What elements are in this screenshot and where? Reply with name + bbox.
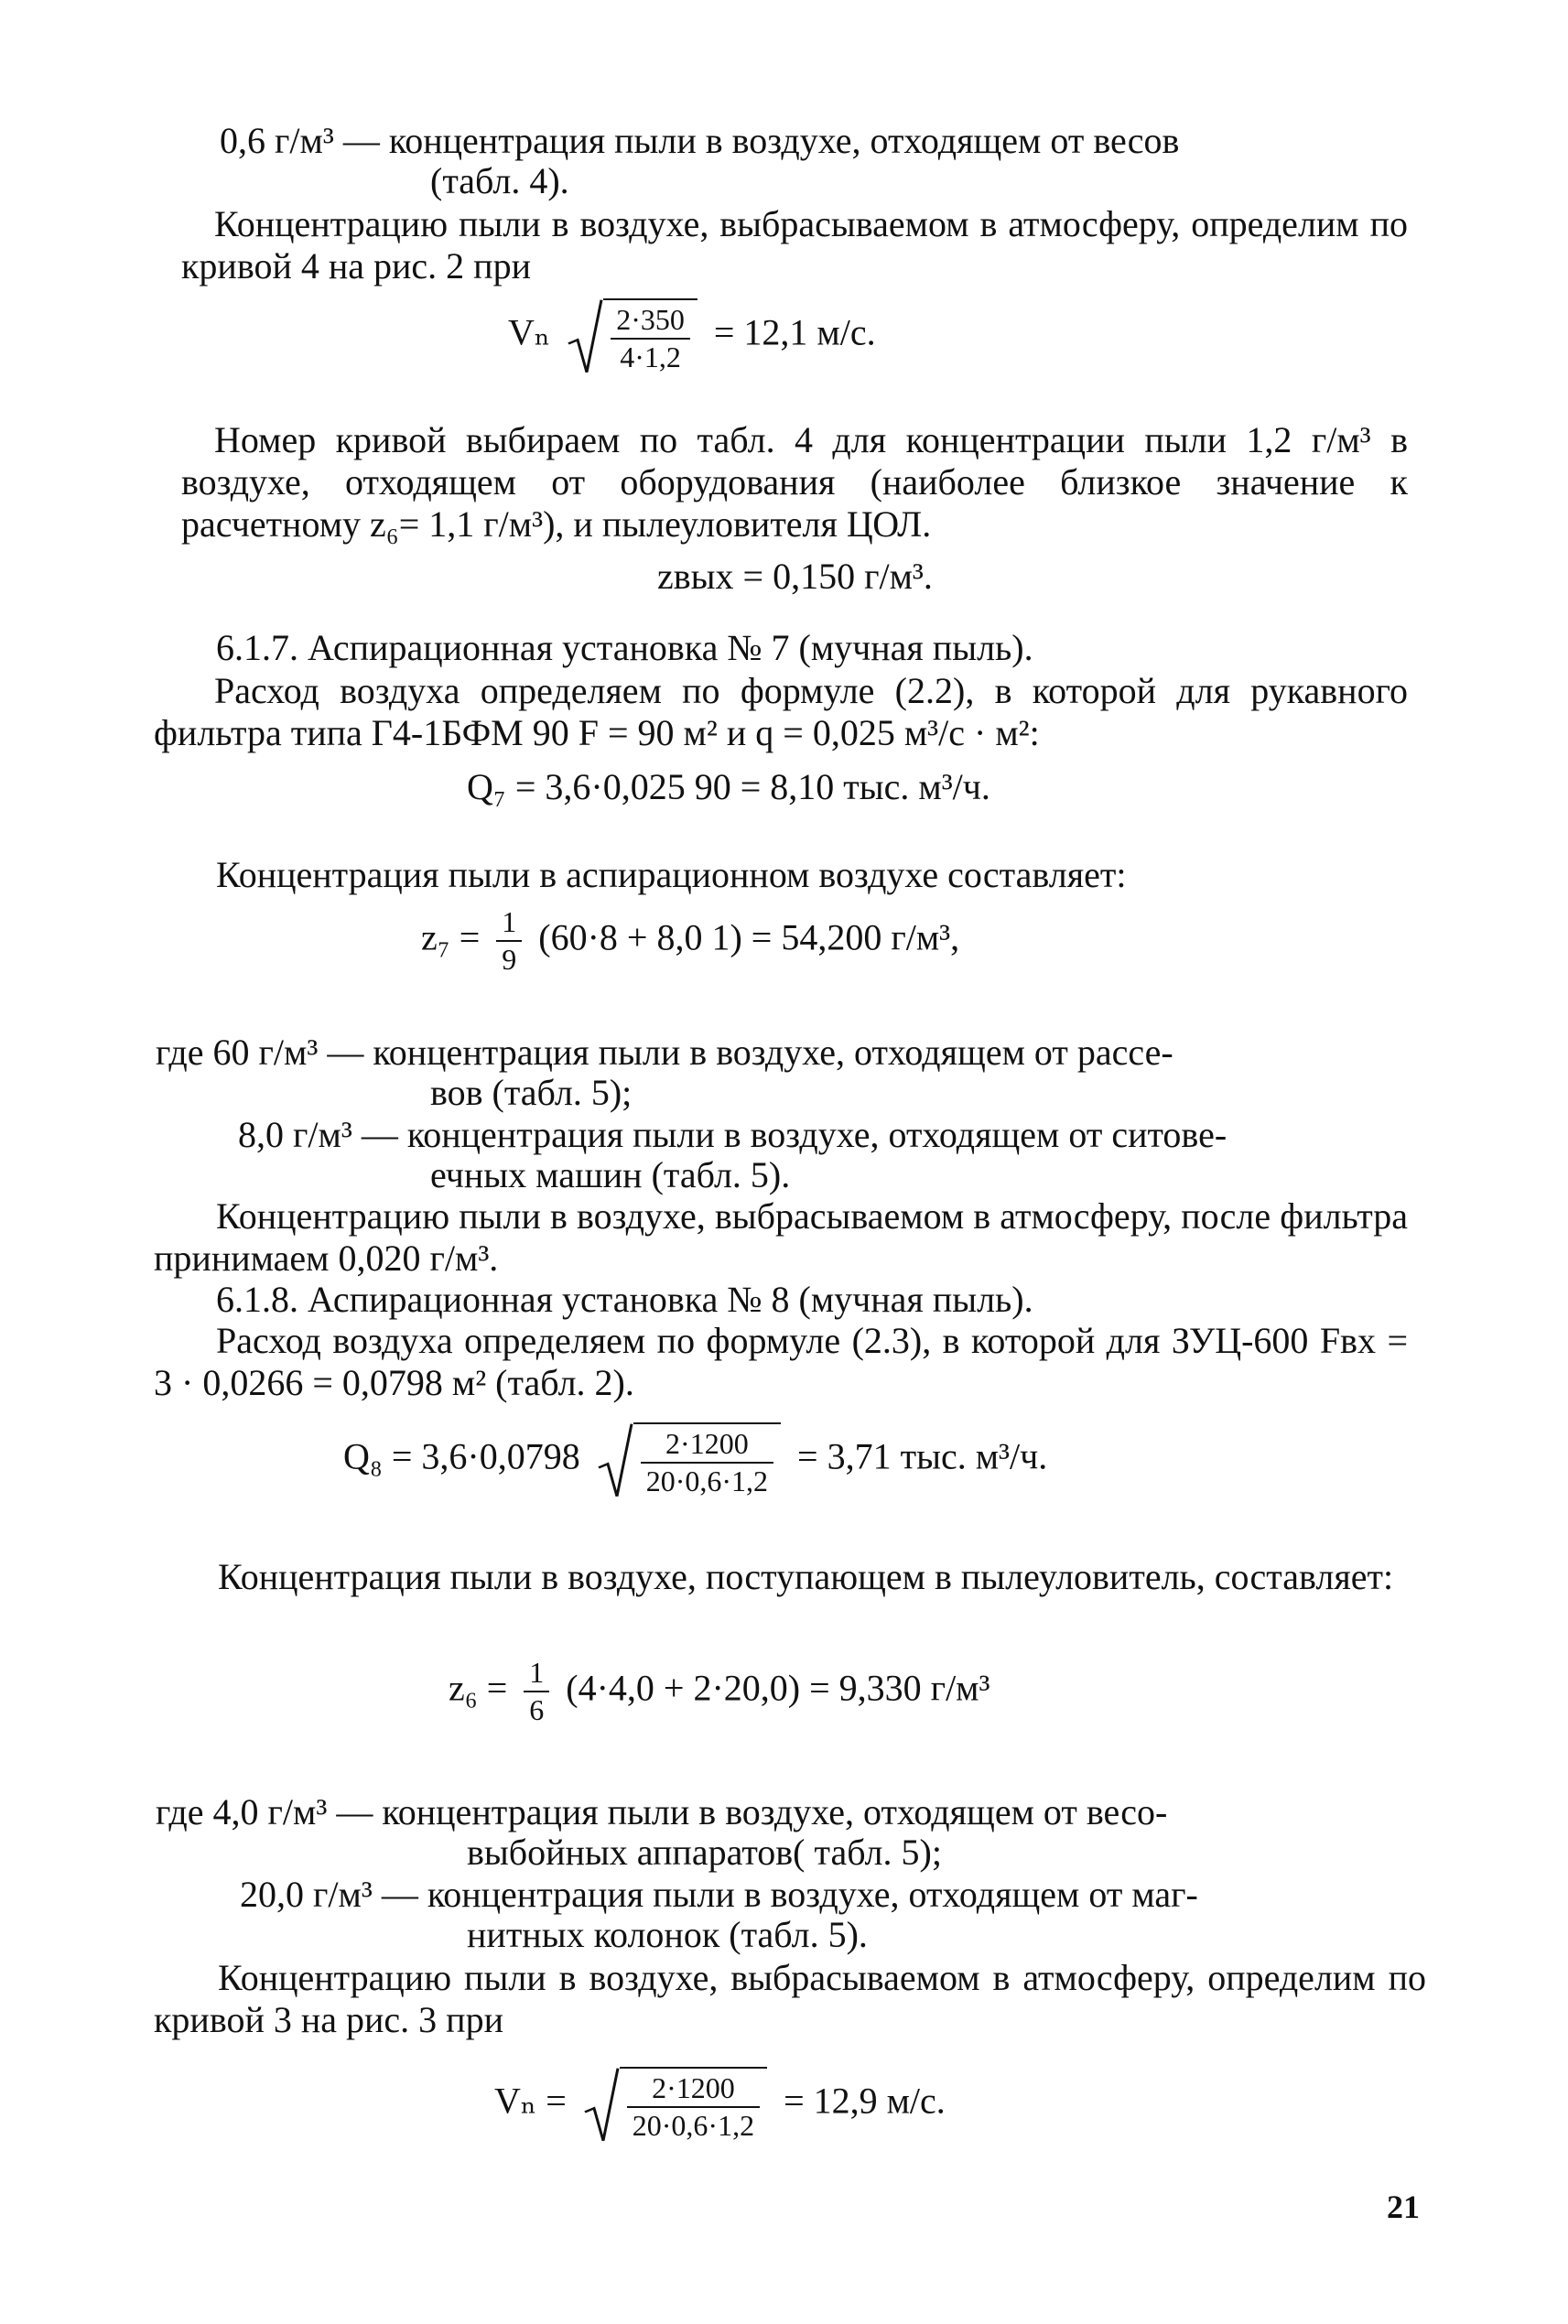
paragraph: Концентрацию пыли в воздухе, выбрасываемом в атмосферу, после фильтра принимаем 0,020 г/м³.	[154, 1195, 1408, 1279]
formula-velocity-1	[508, 298, 876, 373]
fraction-denominator: 9	[502, 943, 517, 977]
paragraph: Концентрацию пыли в воздухе, выбрасываемом в атмосферу, определим по кривой 4 на рис. 2 при	[181, 203, 1408, 286]
fraction-denominator: 20·0,6·1,2	[645, 1465, 769, 1498]
radical	[597, 1422, 781, 1497]
fraction-denominator: 20·0,6·1,2	[632, 2109, 755, 2143]
formula-rhs: (60·8 + 8,0 1) = 54,200 г/м³,	[538, 916, 960, 958]
radical	[583, 2067, 767, 2142]
fraction	[524, 1657, 549, 1726]
formula-lhs: Vₙ =	[494, 2080, 567, 2122]
formula-lhs: Q₈ = 3,6·0,0798	[343, 1435, 580, 1477]
text-line: 20,0 г/м³ — концентрация пыли в воздухе, отходящем от маг-	[240, 1874, 1198, 1915]
radical-sign-icon	[583, 2067, 620, 2142]
text-line: 8,0 г/м³ — концентрация пыли в воздухе, отходящем от ситове-	[238, 1114, 1227, 1155]
paragraph: Концентрацию пыли в воздухе, выбрасываемом в атмосферу, определим по кривой 3 на рис. 3 при	[154, 1957, 1426, 2040]
formula-rhs: = 12,9 м/с.	[784, 2080, 946, 2122]
fraction-denominator: 6	[529, 1693, 545, 1727]
fraction	[641, 1428, 773, 1497]
text-line: нитных колонок (табл. 5).	[467, 1914, 868, 1955]
section-heading: 6.1.8. Аспирационная установка № 8 (мучная пыль).	[216, 1279, 1033, 1320]
fraction-numerator: 1	[524, 1657, 549, 1692]
radical-sign-icon	[597, 1422, 633, 1497]
formula-lhs: z₆ =	[449, 1667, 508, 1709]
text-line: (табл. 4).	[430, 160, 569, 201]
page-number: 21	[1387, 2189, 1420, 2225]
formula-lhs: z₇ =	[421, 916, 481, 958]
text-line: выбойных аппаратов( табл. 5);	[467, 1832, 942, 1873]
formula-q8	[343, 1422, 1047, 1497]
text-line: где 60 г/м³ — концентрация пыли в воздухе, отходящем от рассе-	[156, 1032, 1173, 1073]
formula-velocity-2	[494, 2067, 946, 2142]
formula-rhs: (4·4,0 + 2·20,0) = 9,330 г/м³	[566, 1667, 990, 1709]
fraction-numerator: 2·1200	[641, 1428, 773, 1464]
fraction-numerator: 2·350	[611, 304, 690, 340]
text-line: 0,6 г/м³ — концентрация пыли в воздухе, отходящем от весов	[220, 120, 1180, 161]
paragraph: Номер кривой выбираем по табл. 4 для концентрации пыли 1,2 г/м³ в воздухе, отходящем от оборудования (наиболее близкое значение к расчетному z₆= 1,1 г/м³), и пылеуловителя ЦОЛ.	[181, 419, 1408, 545]
formula-output-concentration: zвых = 0,150 г/м³.	[657, 556, 933, 597]
fraction-denominator: 4·1,2	[620, 340, 681, 374]
fraction	[496, 906, 522, 976]
radical-sign-icon	[567, 298, 603, 373]
text-line: ечных машин (табл. 5).	[430, 1154, 791, 1195]
formula-z6	[449, 1657, 990, 1726]
fraction-numerator: 2·1200	[627, 2072, 760, 2108]
fraction	[627, 2072, 760, 2142]
paragraph: Расход воздуха определяем по формуле (2.2), в которой для рукавного фильтра типа Г4-1БФМ 90 F = 90 м² и q = 0,025 м³/с · м²:	[154, 670, 1408, 753]
formula-q7: Q₇ = 3,6·0,025 90 = 8,10 тыс. м³/ч.	[467, 766, 990, 807]
text-line: Концентрация пыли в аспирационном воздухе составляет:	[216, 854, 1127, 895]
radical	[567, 298, 697, 373]
formula-rhs: = 3,71 тыс. м³/ч.	[797, 1435, 1048, 1477]
fraction	[611, 304, 690, 373]
section-heading: 6.1.7. Аспирационная установка № 7 (мучная пыль).	[216, 627, 1033, 668]
fraction-numerator: 1	[496, 906, 522, 942]
formula-z7	[421, 906, 959, 976]
paragraph: Расход воздуха определяем по формуле (2.3), в которой для ЗУЦ-600 Fвх = 3 · 0,0266 = 0,0798 м² (табл. 2).	[154, 1320, 1408, 1403]
text-line: где 4,0 г/м³ — концентрация пыли в воздухе, отходящем от весо-	[156, 1791, 1168, 1832]
formula-rhs: = 12,1 м/с.	[713, 311, 876, 353]
paragraph: Концентрация пыли в воздухе, поступающем в пылеуловитель, составляет:	[218, 1556, 1394, 1597]
text-line: вов (табл. 5);	[430, 1072, 633, 1113]
formula-lhs: Vₙ	[508, 311, 551, 353]
